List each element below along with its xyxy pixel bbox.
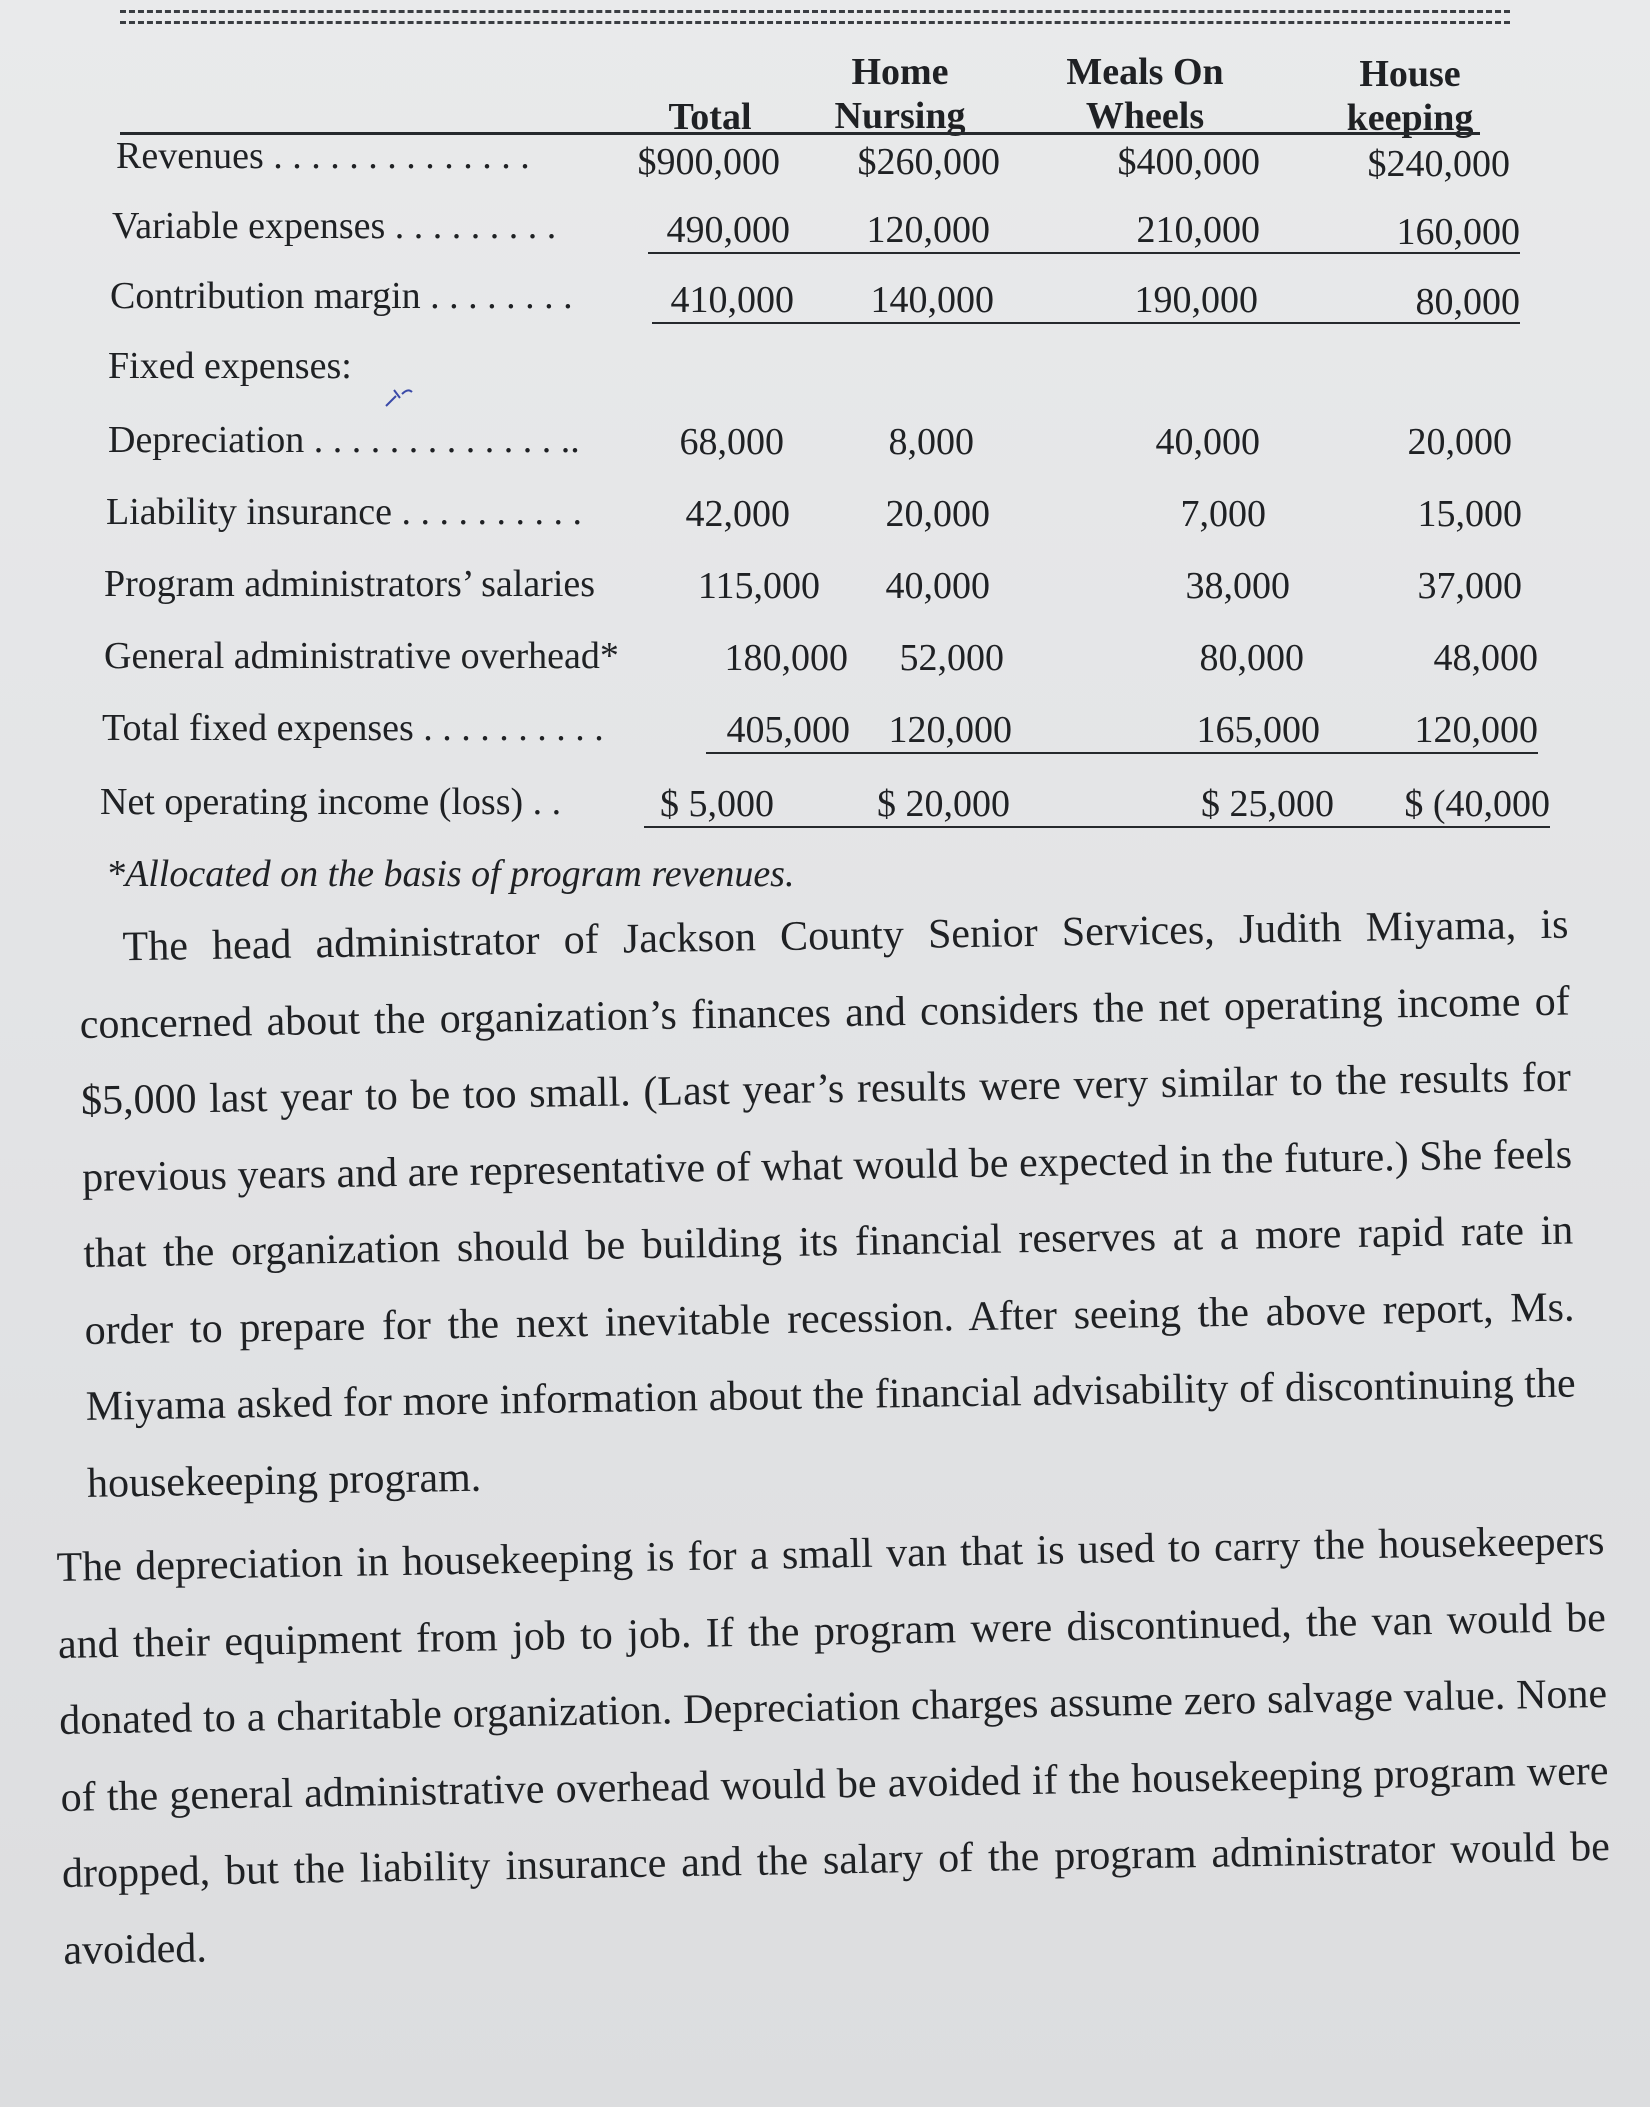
top-double-rule (120, 10, 1510, 24)
cell-revenues-home-nursing: $260,000 (857, 141, 1000, 183)
cell-variable-total: 490,000 (666, 209, 790, 251)
cell-overhead-total: 180,000 (724, 637, 848, 679)
cell-cm-meals: 190,000 (1134, 279, 1258, 321)
cell-overhead-home-nursing: 52,000 (899, 637, 1004, 679)
cell-variable-home-nursing: 120,000 (866, 209, 990, 251)
cell-cm-home-nursing: 140,000 (870, 279, 994, 321)
cell-liability-meals: 7,000 (1180, 493, 1266, 535)
cell-revenues-total: $900,000 (637, 141, 780, 183)
cell-tfe-meals: 165,000 (1196, 709, 1320, 751)
cell-tfe-housekeeping: 120,000 (1414, 709, 1538, 751)
cell-dep-housekeeping: 20,000 (1407, 421, 1512, 463)
underline-net-operating-income (644, 826, 1550, 828)
cell-cm-total: 410,000 (670, 279, 794, 321)
row-label-variable-expenses: Variable expenses . . . . . . . . . (112, 205, 557, 247)
header-housekeeping (1330, 52, 1490, 140)
cell-tfe-total: 405,000 (726, 709, 850, 751)
cell-dep-meals: 40,000 (1155, 421, 1260, 463)
cell-overhead-housekeeping: 48,000 (1433, 637, 1538, 679)
cell-liability-home-nursing: 20,000 (885, 493, 990, 535)
cell-tfe-home-nursing: 120,000 (888, 709, 1012, 751)
row-label-net-operating-income: Net operating income (loss) . . (100, 781, 562, 823)
header-total: Total (668, 96, 752, 138)
header-meals-on-wheels (1040, 50, 1250, 138)
cell-salaries-home-nursing: 40,000 (885, 565, 990, 607)
cell-salaries-meals: 38,000 (1185, 565, 1290, 607)
cell-liability-housekeeping: 15,000 (1417, 493, 1522, 535)
row-label-program-admin-salaries: Program administrators’ salaries (104, 563, 596, 605)
cell-liability-total: 42,000 (685, 493, 790, 535)
header-housekeeping-line1: House (1359, 53, 1461, 95)
row-label-liability-insurance: Liability insurance . . . . . . . . . . (106, 491, 582, 533)
header-home-nursing (810, 50, 990, 138)
underline-variable (648, 252, 1520, 254)
cell-overhead-meals: 80,000 (1199, 637, 1304, 679)
header-housekeeping-line2: keeping (1346, 97, 1474, 139)
row-label-fixed-expenses: Fixed expenses: (108, 345, 352, 387)
cell-dep-total: 68,000 (679, 421, 784, 463)
cell-dep-home-nursing: 8,000 (888, 421, 974, 463)
cell-noi-meals: $ 25,000 (1201, 783, 1334, 825)
cell-cm-housekeeping: 80,000 (1415, 281, 1520, 323)
cell-variable-meals: 210,000 (1136, 209, 1260, 251)
row-label-depreciation: Depreciation . . . . . . . . . . . . . .. (108, 419, 580, 461)
cell-revenues-housekeeping: $240,000 (1367, 143, 1510, 185)
cell-noi-total: $ 5,000 (660, 783, 774, 825)
underline-contribution (652, 322, 1520, 324)
cell-noi-home-nursing: $ 20,000 (877, 783, 1010, 825)
row-label-contribution-margin: Contribution margin . . . . . . . . (110, 275, 573, 317)
cell-revenues-meals: $400,000 (1117, 141, 1260, 183)
paragraph-1: The head administrator of Jackson County Senior Services, Judith Miyama, is concerned about the organization’s finances and considers the net operating income of $5,000 last year to be too small. (Last year’s results were very similar to the results for previous years and are representative of what would be expected in the future.) She feels that the organization should be building its financial reserves at a more rapid rate in order to prepare for the next inevitable recession. After seeing the above report, Ms. Miyama asked for more information about the financial advisability of discontinuing the housekeeping program. (79, 901, 1576, 1507)
header-home-nursing-line2: Nursing (834, 95, 966, 137)
header-meals-line2: Wheels (1085, 95, 1205, 137)
row-label-revenues: Revenues . . . . . . . . . . . . . . (116, 135, 530, 177)
cell-variable-housekeeping: 160,000 (1396, 211, 1520, 253)
paragraph-2: The depreciation in housekeeping is for a small van that is used to carry the housekeepers and their equipment from job to job. If the program were discontinued, the van would be donated to a charitable organization. Depreciation charges assume zero salvage value. None of the general administrative overhead would be avoided if the housekeeping program were dropped, but the liability insurance and the salary of the program administrator would be avoided. (56, 1517, 1611, 1974)
cell-salaries-total: 115,000 (697, 565, 820, 607)
underline-total-fixed (706, 752, 1538, 754)
row-label-general-admin-overhead: General administrative overhead* (104, 635, 619, 677)
header-home-nursing-line1: Home (851, 51, 949, 93)
cell-noi-housekeeping: $ (40,000 (1404, 783, 1550, 825)
header-meals-line1: Meals On (1066, 51, 1224, 93)
footnote: *Allocated on the basis of program revenues. (106, 853, 795, 895)
cell-salaries-housekeeping: 37,000 (1417, 565, 1522, 607)
pen-mark-icon (382, 382, 418, 412)
row-label-total-fixed-expenses: Total fixed expenses . . . . . . . . . . (102, 707, 604, 749)
